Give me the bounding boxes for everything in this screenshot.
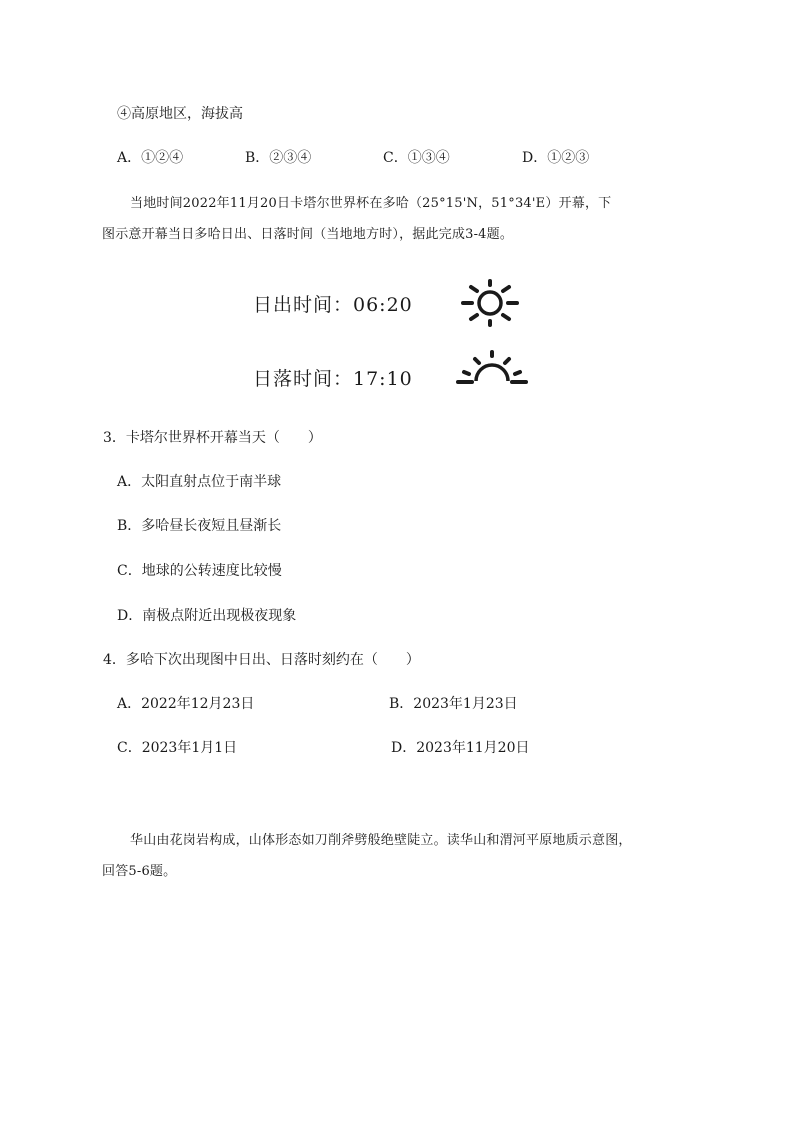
sunrise-time-label: 日出时间：06:20 (253, 294, 413, 316)
q2-choice-d: D．①②③ (522, 150, 590, 166)
passage-1-line-1: 当地时间2022年11月20日卡塔尔世界杯在多哈（25°15'N，51°34'E）开幕，下 (130, 196, 612, 211)
passage-1-line-2: 图示意开幕当日多哈日出、日落时间（当地地方时），据此完成3-4题。 (102, 227, 514, 242)
q3-choice-a: A．太阳直射点位于南半球 (117, 474, 282, 490)
q2-option-item4: ④高原地区，海拔高 (117, 106, 243, 122)
q4-choice-a: A．2022年12月23日 (117, 696, 255, 712)
passage-2-line-2: 回答5-6题。 (102, 864, 177, 879)
q3-choice-b: B．多哈昼长夜短且昼渐长 (117, 518, 282, 534)
q2-choice-a: A．①②④ (117, 150, 184, 166)
sunset-icon (452, 348, 532, 388)
q4-choice-b: B．2023年1月23日 (389, 696, 518, 712)
q3-choice-c: C．地球的公转速度比较慢 (117, 563, 282, 579)
q2-choice-b: B．②③④ (245, 150, 312, 166)
q4-choice-c: C．2023年1月1日 (117, 740, 238, 756)
q2-choice-c: C．①③④ (383, 150, 450, 166)
q3-choice-d: D．南极点附近出现极夜现象 (117, 608, 297, 624)
q4-choice-d: D．2023年11月20日 (391, 740, 530, 756)
sun-icon (452, 278, 528, 328)
passage-2-line-1: 华山由花岗岩构成，山体形态如刀削斧劈般绝壁陡立。读华山和渭河平原地质示意图， (130, 833, 632, 848)
q4-stem: 4．多哈下次出现图中日出、日落时刻约在（ ） (103, 652, 420, 668)
q3-stem: 3．卡塔尔世界杯开幕当天（ ） (103, 430, 322, 446)
sunset-time-label: 日落时间：17:10 (253, 368, 413, 390)
